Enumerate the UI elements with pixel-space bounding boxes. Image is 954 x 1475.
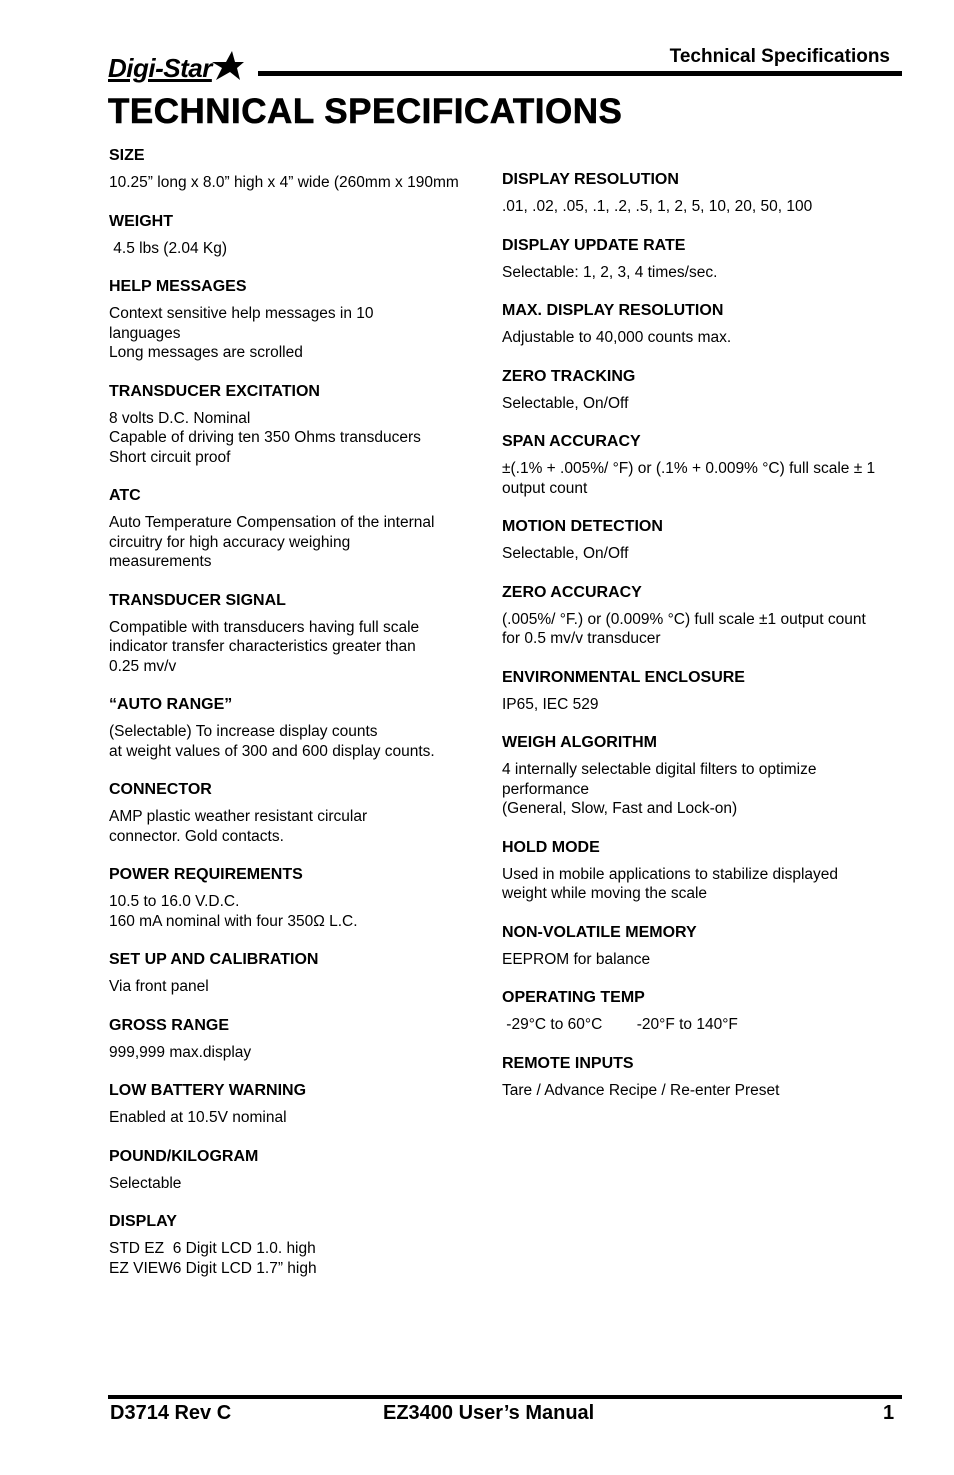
spec-heading: SPAN ACCURACY: [502, 433, 641, 450]
spec-value-line: 10.5 to 16.0 V.D.C.: [109, 893, 240, 910]
spec-heading: DISPLAY UPDATE RATE: [502, 236, 686, 254]
star-icon: [210, 50, 244, 82]
spec-item: [502, 988, 912, 1035]
spec-item: [109, 695, 494, 761]
spec-heading: SET UP AND CALIBRATION: [109, 951, 319, 968]
spec-value-line: -29°C to 60°C -20°F to 140°F: [502, 1016, 738, 1033]
spec-heading: MAX. DISPLAY RESOLUTION: [502, 302, 724, 319]
page-header: [108, 40, 902, 83]
spec-value-line: Enabled at 10.5V nominal: [109, 1109, 287, 1126]
spec-value-line: output count: [502, 479, 588, 497]
spec-value-line: Adjustable to 40,000 counts max.: [502, 329, 732, 346]
spec-item: [109, 1212, 494, 1278]
brand-logo: [108, 50, 244, 84]
spec-value-line: indicator transfer characteristics greater than: [109, 638, 416, 655]
spec-heading: POUND/KILOGRAM: [109, 1147, 259, 1165]
spec-value-line: 8 volts D.C. Nominal: [109, 409, 251, 427]
spec-item: [502, 733, 912, 819]
spec-value-line: STD EZ 6 Digit LCD 1.0. high: [109, 1240, 316, 1257]
spec-item: [502, 838, 912, 904]
spec-value-line: 10.25” long x 8.0” high x 4” wide (260mm x 190mm: [109, 174, 459, 191]
spec-item: [502, 432, 912, 498]
spec-item: [502, 517, 912, 564]
spec-value-line: connector. Gold contacts.: [109, 827, 284, 845]
spec-heading: DISPLAY: [109, 1213, 177, 1230]
spec-value-line: circuitry for high accuracy weighing: [109, 533, 351, 551]
header-section-title: Technical Specifications: [669, 46, 890, 67]
spec-heading: REMOTE INPUTS: [502, 1054, 634, 1072]
spec-item: [109, 950, 494, 997]
spec-value-line: EZ VIEW6 Digit LCD 1.7” high: [109, 1259, 317, 1277]
spec-heading: DISPLAY RESOLUTION: [502, 171, 679, 188]
spec-item: [109, 486, 494, 572]
spec-value-line: Compatible with transducers having full scale: [109, 618, 420, 636]
footer-manual-title: EZ3400 User’s Manual: [383, 1402, 595, 1424]
spec-heading: MOTION DETECTION: [502, 518, 663, 535]
spec-value-line: 999,999 max.display: [109, 1043, 252, 1061]
spec-value-line: .01, .02, .05, .1, .2, .5, 1, 2, 5, 10, 20, 50, 100: [502, 198, 813, 215]
footer-doc-number: D3714 Rev C: [110, 1402, 232, 1424]
spec-heading: LOW BATTERY WARNING: [109, 1082, 307, 1099]
spec-value-line: 0.25 mv/v: [109, 657, 177, 675]
spec-heading: TRANSDUCER SIGNAL: [109, 591, 286, 609]
spec-value-line: for 0.5 mv/v transducer: [502, 630, 661, 647]
spec-heading: GROSS RANGE: [109, 1016, 230, 1034]
page-title: TECHNICAL SPECIFICATIONS: [108, 92, 623, 131]
footer-rule: [108, 1395, 902, 1399]
spec-item: [109, 865, 494, 931]
spec-value-line: 4 internally selectable digital filters to optimize: [502, 761, 817, 778]
spec-item: [502, 170, 912, 217]
spec-value-line: Auto Temperature Compensation of the internal: [109, 514, 435, 531]
spec-item: [109, 1016, 494, 1063]
spec-value-line: languages: [109, 324, 181, 342]
spec-value-line: Via front panel: [109, 978, 209, 995]
spec-value-line: Selectable: [109, 1174, 182, 1192]
spec-value-line: (General, Slow, Fast and Lock-on): [502, 800, 738, 817]
spec-value-line: IP65, IEC 529: [502, 695, 599, 713]
header-rule: [258, 71, 902, 76]
spec-heading: WEIGHT: [109, 212, 173, 230]
specs-left-column: [109, 146, 494, 1297]
spec-item: [109, 212, 494, 259]
spec-item: [109, 780, 494, 846]
spec-item: [109, 1147, 494, 1194]
brand-name: Digi-Star: [108, 53, 212, 83]
spec-value-line: at weight values of 300 and 600 display counts.: [109, 742, 435, 760]
spec-item: [109, 1081, 494, 1128]
spec-item: [502, 301, 912, 348]
spec-heading: OPERATING TEMP: [502, 989, 645, 1006]
spec-value-line: weight while moving the scale: [502, 885, 708, 902]
spec-heading: “AUTO RANGE”: [109, 696, 233, 713]
specs-right-column: [502, 170, 912, 1119]
spec-value-line: (Selectable) To increase display counts: [109, 723, 378, 740]
spec-value-line: Short circuit proof: [109, 448, 231, 466]
spec-value-line: Capable of driving ten 350 Ohms transducers: [109, 429, 421, 446]
spec-value-line: Context sensitive help messages in 10: [109, 305, 374, 322]
footer-page-number: 1: [883, 1402, 895, 1424]
spec-value-line: (.005%/ °F.) or (0.009% °C) full scale ±1 output count: [502, 610, 866, 628]
spec-heading: ZERO TRACKING: [502, 367, 636, 385]
spec-value-line: EEPROM for balance: [502, 950, 651, 968]
spec-heading: POWER REQUIREMENTS: [109, 866, 303, 883]
spec-value-line: Selectable, On/Off: [502, 394, 629, 412]
spec-item: [502, 668, 912, 715]
spec-heading: HOLD MODE: [502, 838, 600, 856]
spec-value-line: ±(.1% + .005%/ °F) or (.1% + 0.009% °C) full scale ± 1: [502, 460, 876, 477]
spec-value-line: Long messages are scrolled: [109, 344, 303, 361]
spec-heading: WEIGH ALGORITHM: [502, 734, 657, 751]
spec-heading: SIZE: [109, 147, 145, 164]
spec-item: [109, 382, 494, 468]
spec-item: [502, 583, 912, 649]
spec-item: [109, 146, 494, 193]
spec-item: [502, 923, 912, 970]
spec-heading: ZERO ACCURACY: [502, 583, 642, 601]
spec-value-line: 4.5 lbs (2.04 Kg): [109, 239, 228, 257]
spec-heading: ENVIRONMENTAL ENCLOSURE: [502, 668, 745, 686]
spec-value-line: 160 mA nominal with four 350Ω L.C.: [109, 912, 358, 930]
spec-item: [502, 236, 912, 283]
spec-value-line: Selectable: 1, 2, 3, 4 times/sec.: [502, 263, 718, 281]
spec-heading: HELP MESSAGES: [109, 278, 247, 295]
spec-value-line: Tare / Advance Recipe / Re-enter Preset: [502, 1081, 780, 1099]
spec-item: [109, 591, 494, 677]
spec-heading: NON-VOLATILE MEMORY: [502, 923, 697, 941]
spec-heading: ATC: [109, 487, 141, 504]
spec-value-line: Used in mobile applications to stabilize displayed: [502, 865, 839, 883]
spec-value-line: measurements: [109, 553, 212, 570]
spec-heading: TRANSDUCER EXCITATION: [109, 382, 320, 400]
spec-value-line: Selectable, On/Off: [502, 545, 629, 562]
spec-item: [502, 367, 912, 414]
spec-value-line: performance: [502, 780, 590, 798]
spec-heading: CONNECTOR: [109, 781, 212, 798]
spec-value-line: AMP plastic weather resistant circular: [109, 808, 368, 825]
spec-item: [109, 277, 494, 363]
spec-item: [502, 1054, 912, 1101]
